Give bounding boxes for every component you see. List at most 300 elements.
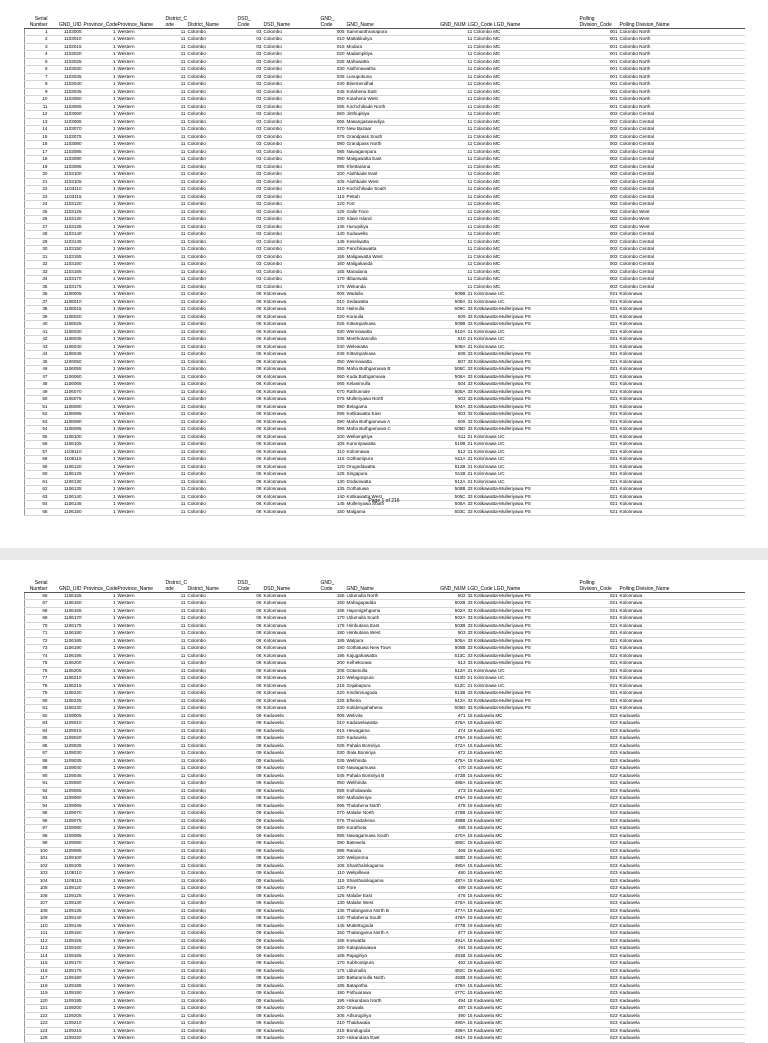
table-cell: Colombo Central — [619, 238, 745, 246]
table-cell: Colombo Central — [619, 111, 745, 119]
table-cell: 06 — [237, 645, 263, 653]
table-cell: Colombo — [187, 855, 237, 863]
table-cell: Mattakkuliya — [346, 36, 438, 44]
column-header: Province_Code — [83, 566, 117, 592]
table-cell: 478A — [438, 915, 467, 923]
table-cell: 020 — [320, 735, 346, 743]
table-cell: 03 — [237, 73, 263, 81]
table-cell: 205 — [320, 667, 346, 675]
table-row — [25, 126, 745, 134]
table-cell: 503 — [438, 396, 467, 404]
table-cell: 1 — [83, 231, 117, 239]
table-cell: 1 — [83, 757, 117, 765]
table-cell: Colombo — [187, 675, 237, 683]
table-cell — [438, 73, 467, 81]
table-cell: 11 Colombo MC — [467, 193, 579, 201]
table-row — [25, 486, 745, 494]
table-cell: Malabe East — [346, 892, 438, 900]
table-cell: Kolonnawa — [263, 321, 320, 329]
table-cell: 1106135 — [49, 486, 83, 494]
table-cell: 06 — [237, 366, 263, 374]
table-cell: Kaduwela — [263, 937, 320, 945]
table-cell: 510B — [438, 441, 467, 449]
table-cell: 021 — [579, 622, 619, 630]
table-cell: 67 — [25, 600, 49, 608]
table-cell: 09 — [237, 780, 263, 788]
table-cell: 117 — [25, 975, 49, 983]
table-cell: 505A — [438, 501, 467, 509]
table-cell: 488 — [438, 825, 467, 833]
table-cell: 09 — [237, 795, 263, 803]
table-cell: 190 — [320, 990, 346, 998]
table-cell: Kolonnawa — [263, 298, 320, 306]
table-cell: 055 — [320, 103, 346, 111]
table-cell: Battaramulla North — [346, 975, 438, 983]
table-cell: 11 — [165, 126, 187, 134]
table-cell: Kaduwela — [619, 922, 745, 930]
table-cell: Shanthalokagama — [346, 862, 438, 870]
table-cell: 1106175 — [49, 622, 83, 630]
table-cell: Colombo Central — [619, 178, 745, 186]
table-cell: 030 — [320, 66, 346, 74]
table-cell: 021 — [579, 313, 619, 321]
table-row — [25, 336, 745, 344]
table-cell: Colombo — [263, 208, 320, 216]
table-cell: 11 — [165, 847, 187, 855]
table-cell: 1106060 — [49, 373, 83, 381]
table-cell: Western — [117, 486, 165, 494]
table-cell: 095 — [320, 847, 346, 855]
table-cell: 506 — [438, 418, 467, 426]
table-cell: Colombo — [187, 73, 237, 81]
table-cell: Colombo — [187, 750, 237, 758]
table-cell: 025 — [320, 321, 346, 329]
table-cell: Western — [117, 832, 165, 840]
table-cell: 11 Colombo MC — [467, 43, 579, 51]
table-cell: 25 — [25, 208, 49, 216]
table-cell: 1 — [83, 321, 117, 329]
table-row — [25, 735, 745, 743]
table-cell: 11 — [165, 336, 187, 344]
table-cell: 15 Kaduwela MC — [467, 952, 579, 960]
table-cell: Kaduwela — [619, 1027, 745, 1035]
table-cell: Colombo Central — [619, 193, 745, 201]
table-cell: 03 — [237, 81, 263, 89]
table-cell: 11 — [165, 622, 187, 630]
table-cell: Western — [117, 298, 165, 306]
table-cell: 023 — [579, 772, 619, 780]
table-cell: Western — [117, 772, 165, 780]
table-cell: 21 Kolonnawa UC — [467, 478, 579, 486]
table-cell: Colombo — [187, 163, 237, 171]
table-cell: 1 — [83, 508, 117, 516]
table-cell: 1 — [83, 810, 117, 818]
table-cell: Western — [117, 780, 165, 788]
table-cell: 09 — [237, 967, 263, 975]
table-cell: Kaduwela — [263, 765, 320, 773]
table-cell: Colombo — [187, 456, 237, 464]
table-cell: Colombo Central — [619, 148, 745, 156]
table-cell: 09 — [237, 952, 263, 960]
table-cell: Colombo — [187, 156, 237, 164]
table-cell: 89 — [25, 765, 49, 773]
table-cell: Kolonnawa — [619, 351, 745, 359]
table-cell: 11 — [165, 426, 187, 434]
table-cell: Boralugoda — [346, 1027, 438, 1035]
table-cell: Western — [117, 261, 165, 269]
table-cell: 36 — [25, 291, 49, 299]
table-cell: 060 — [320, 373, 346, 381]
table-cell: 476B — [438, 810, 467, 818]
table-cell: Colombo — [263, 141, 320, 149]
table-cell: 1106100 — [49, 433, 83, 441]
table-row — [25, 88, 745, 96]
table-cell: 1 — [83, 787, 117, 795]
table-cell: 1 — [83, 1012, 117, 1020]
table-cell: 001 — [579, 96, 619, 104]
table-cell: 93 — [25, 795, 49, 803]
table-cell: 64 — [25, 501, 49, 509]
table-cell: Grandpass North — [346, 141, 438, 149]
table-cell: 1 — [83, 765, 117, 773]
table-cell: 513B — [438, 690, 467, 698]
table-cell: 021 — [579, 607, 619, 615]
table-cell: 1 — [83, 990, 117, 998]
table-cell: Kaduwela — [619, 727, 745, 735]
table-cell: 040 — [320, 765, 346, 773]
table-cell: Kolonnawa — [263, 508, 320, 516]
table-cell: 1106140 — [49, 493, 83, 501]
table-cell: 1109005 — [49, 712, 83, 720]
table-cell: 030 — [320, 328, 346, 336]
table-cell: 010 — [320, 298, 346, 306]
table-cell: Colombo — [187, 403, 237, 411]
table-cell: Colombo North — [619, 103, 745, 111]
table-cell: 480D — [438, 855, 467, 863]
table-cell: 1106190 — [49, 645, 83, 653]
table-cell: Western — [117, 607, 165, 615]
table-cell: 118 — [25, 982, 49, 990]
table-cell: Kaduwela — [619, 765, 745, 773]
table-cell: Western — [117, 652, 165, 660]
table-cell: Kolonnawa — [619, 682, 745, 690]
table-cell — [438, 163, 467, 171]
table-cell: Colombo Central — [619, 201, 745, 209]
table-cell: Mulleriyawa South — [346, 501, 438, 509]
table-cell: 21 Kolonnawa UC — [467, 433, 579, 441]
table-cell: Kolonnawa — [619, 471, 745, 479]
table-cell: Western — [117, 178, 165, 186]
table-cell: 1 — [83, 411, 117, 419]
table-cell: 1 — [83, 840, 117, 848]
table-cell: 11 — [165, 832, 187, 840]
table-row — [25, 418, 745, 426]
table-cell: 1 — [83, 478, 117, 486]
table-cell: 21 Kolonnawa UC — [467, 441, 579, 449]
table-row — [25, 246, 745, 254]
table-cell: Udumulla South — [346, 615, 438, 623]
table-cell: Colombo — [187, 1035, 237, 1043]
table-cell: 21 Kolonnawa UC — [467, 463, 579, 471]
table-cell: 1103120 — [49, 201, 83, 209]
table-cell: Colombo — [187, 622, 237, 630]
table-cell: 11 — [165, 675, 187, 683]
table-cell: 15 Kaduwela MC — [467, 765, 579, 773]
table-cell: 512A — [438, 667, 467, 675]
table-cell: Western — [117, 366, 165, 374]
table-cell: Western — [117, 396, 165, 404]
table-cell: 480C — [438, 840, 467, 848]
table-cell — [438, 178, 467, 186]
table-cell: Colombo — [187, 825, 237, 833]
table-cell: 15 Kaduwela MC — [467, 795, 579, 803]
table-row — [25, 373, 745, 381]
table-cell: Colombo — [263, 238, 320, 246]
table-cell: Western — [117, 900, 165, 908]
table-cell: Kolonnawa — [619, 690, 745, 698]
table-cell: 33 Kotikawatta-Mulleriyawa PS — [467, 403, 579, 411]
table-cell: 1 — [83, 630, 117, 638]
table-cell: Kaduwela — [619, 990, 745, 998]
table-row — [25, 697, 745, 705]
table-cell: 002 — [579, 141, 619, 149]
table-cell: 03 — [237, 201, 263, 209]
table-cell: 503B — [438, 622, 467, 630]
table-row — [25, 328, 745, 336]
table-cell: Western — [117, 637, 165, 645]
table-cell: 1109110 — [49, 870, 83, 878]
table-cell: 11 — [165, 501, 187, 509]
table-cell: 1103100 — [49, 171, 83, 179]
table-cell: Western — [117, 448, 165, 456]
table-cell: 11 — [165, 652, 187, 660]
table-cell: Kolonnawa — [263, 682, 320, 690]
table-cell: Grandpass South — [346, 133, 438, 141]
table-cell — [438, 208, 467, 216]
table-cell: 06 — [237, 418, 263, 426]
table-cell: Kolonnawa — [263, 366, 320, 374]
table-cell: 11 — [165, 607, 187, 615]
table-cell: Pore — [346, 885, 438, 893]
table-cell: 1 — [83, 456, 117, 464]
table-cell: 1 — [83, 922, 117, 930]
table-cell: Colombo — [263, 133, 320, 141]
table-cell: 09 — [237, 997, 263, 1005]
table-cell: 1103145 — [49, 238, 83, 246]
table-cell: 11 — [165, 118, 187, 126]
table-cell: 11 — [165, 351, 187, 359]
table-cell: 11 — [165, 1012, 187, 1020]
column-header: GND_NUM — [438, 566, 467, 592]
table-cell: 17 — [25, 148, 49, 156]
table-cell: Colombo — [187, 411, 237, 419]
table-cell: Western — [117, 937, 165, 945]
table-cell: 116 — [25, 967, 49, 975]
table-cell: Kolonnawa — [619, 426, 745, 434]
table-cell: Kolonnawa — [263, 471, 320, 479]
table-cell: 1 — [83, 795, 117, 803]
table-cell: 06 — [237, 493, 263, 501]
table-cell: 15 Kaduwela MC — [467, 750, 579, 758]
table-row — [25, 36, 745, 44]
table-cell: Kolonnawa — [346, 448, 438, 456]
table-cell: Western — [117, 456, 165, 464]
table-cell — [438, 171, 467, 179]
table-cell: 021 — [579, 426, 619, 434]
table-cell: Colombo — [187, 690, 237, 698]
table-cell: 1109045 — [49, 772, 83, 780]
table-cell: Wennawatta — [346, 328, 438, 336]
table-cell: 080 — [320, 403, 346, 411]
table-cell: 21 Kolonnawa UC — [467, 667, 579, 675]
table-cell — [438, 81, 467, 89]
table-cell: Colombo Central — [619, 253, 745, 261]
table-cell: Kolonnawa — [619, 486, 745, 494]
table-cell: 1 — [83, 36, 117, 44]
table-cell: Colombo — [187, 171, 237, 179]
table-cell: 1 — [83, 463, 117, 471]
table-cell: 021 — [579, 448, 619, 456]
table-cell: 095 — [320, 426, 346, 434]
table-cell: 491 — [438, 945, 467, 953]
table-cell: Western — [117, 186, 165, 194]
table-cell: 81 — [25, 705, 49, 713]
table-cell — [438, 186, 467, 194]
table-cell: Gajabapura — [346, 682, 438, 690]
table-cell: 507 — [438, 358, 467, 366]
table-row — [25, 238, 745, 246]
table-cell: 15 Kaduwela MC — [467, 862, 579, 870]
table-cell: 021 — [579, 463, 619, 471]
table-cell: 1 — [83, 126, 117, 134]
table-cell: 1 — [83, 343, 117, 351]
table-cell: Kolonnawa — [263, 306, 320, 314]
table-cell: Kaduwela — [263, 817, 320, 825]
table-cell: 513A — [438, 697, 467, 705]
table-cell: 1 — [83, 238, 117, 246]
table-cell: 03 — [237, 238, 263, 246]
table-cell: 11 — [165, 366, 187, 374]
table-cell: 15 Kaduwela MC — [467, 975, 579, 983]
table-cell: 68 — [25, 607, 49, 615]
table-cell: 06 — [237, 592, 263, 600]
table-cell: 03 — [237, 171, 263, 179]
column-header: GND_Name — [346, 566, 438, 592]
table-cell: Kaduwela — [619, 712, 745, 720]
table-row — [25, 133, 745, 141]
table-cell: 11 — [165, 1027, 187, 1035]
table-cell: 185 — [320, 982, 346, 990]
table-cell: 021 — [579, 493, 619, 501]
table-cell: Colombo — [187, 952, 237, 960]
table-cell: 1 — [83, 622, 117, 630]
table-cell: 021 — [579, 358, 619, 366]
table-cell: 1 — [83, 817, 117, 825]
table-cell: 15 — [25, 133, 49, 141]
table-cell: 165 — [320, 607, 346, 615]
table-row — [25, 675, 745, 683]
table-cell: 155 — [320, 253, 346, 261]
table-cell: 35 — [25, 283, 49, 291]
table-cell: 90 — [25, 772, 49, 780]
table-cell: Kaduwela — [263, 757, 320, 765]
table-cell: Kolonnawa — [263, 426, 320, 434]
table-cell: Kolonnawa — [619, 600, 745, 608]
table-cell: Western — [117, 141, 165, 149]
table-cell: 1 — [83, 388, 117, 396]
table-cell: 11 — [165, 163, 187, 171]
table-cell: Himbutana West — [346, 630, 438, 638]
table-cell: 1 — [83, 73, 117, 81]
table-cell: 475A — [438, 757, 467, 765]
table-cell: 33 Kotikawatta-Mulleriyawa PS — [467, 607, 579, 615]
table-cell: 06 — [237, 478, 263, 486]
table-cell: 1103070 — [49, 126, 83, 134]
table-cell: 1106210 — [49, 675, 83, 683]
table-cell: Kaduwela — [619, 1035, 745, 1043]
table-cell: Rajagiriya — [346, 952, 438, 960]
table-row — [25, 832, 745, 840]
table-cell: Colombo — [187, 645, 237, 653]
table-cell: 021 — [579, 630, 619, 638]
table-cell: 77 — [25, 675, 49, 683]
table-row — [25, 630, 745, 638]
gnd-table-page-1 — [24, 2, 745, 516]
table-cell: 470 — [438, 765, 467, 773]
table-cell: 06 — [237, 433, 263, 441]
table-cell: Colombo — [187, 501, 237, 509]
table-row — [25, 1005, 745, 1013]
table-cell: Kaduwela — [619, 787, 745, 795]
table-cell: Kolonnawa — [619, 622, 745, 630]
table-cell: 1 — [83, 306, 117, 314]
table-cell: 1103060 — [49, 111, 83, 119]
table-cell: Kolonnawa — [263, 418, 320, 426]
gnd-table-page-2 — [24, 566, 745, 1043]
table-cell: 06 — [237, 358, 263, 366]
table-cell: Colombo Central — [619, 156, 745, 164]
table-cell: Western — [117, 88, 165, 96]
table-cell: 1 — [83, 870, 117, 878]
table-cell: 60 — [25, 471, 49, 479]
table-cell: 487A — [438, 877, 467, 885]
table-cell: 96 — [25, 817, 49, 825]
table-cell: 002 — [579, 193, 619, 201]
table-cell: 085 — [320, 411, 346, 419]
table-cell: Kaduwela — [263, 1035, 320, 1043]
table-cell: 023 — [579, 757, 619, 765]
table-cell: 1109090 — [49, 840, 83, 848]
table-row — [25, 810, 745, 818]
table-cell: Wellampitiya — [346, 433, 438, 441]
table-cell: Kolonnawa — [619, 403, 745, 411]
table-cell: 491A — [438, 937, 467, 945]
table-row — [25, 306, 745, 314]
table-cell: Colombo — [187, 937, 237, 945]
table-cell: 1 — [83, 118, 117, 126]
table-cell: Kolonnawa — [263, 343, 320, 351]
table-cell: 11 — [165, 358, 187, 366]
table-row — [25, 990, 745, 998]
table-cell: 180 — [320, 630, 346, 638]
table-cell: 121 — [25, 1005, 49, 1013]
table-cell: Kaduwela — [346, 735, 438, 743]
table-row — [25, 877, 745, 885]
table-cell: Malgama — [346, 508, 438, 516]
table-cell: 42 — [25, 336, 49, 344]
table-cell: 11 — [165, 103, 187, 111]
table-cell: 1 — [83, 111, 117, 119]
